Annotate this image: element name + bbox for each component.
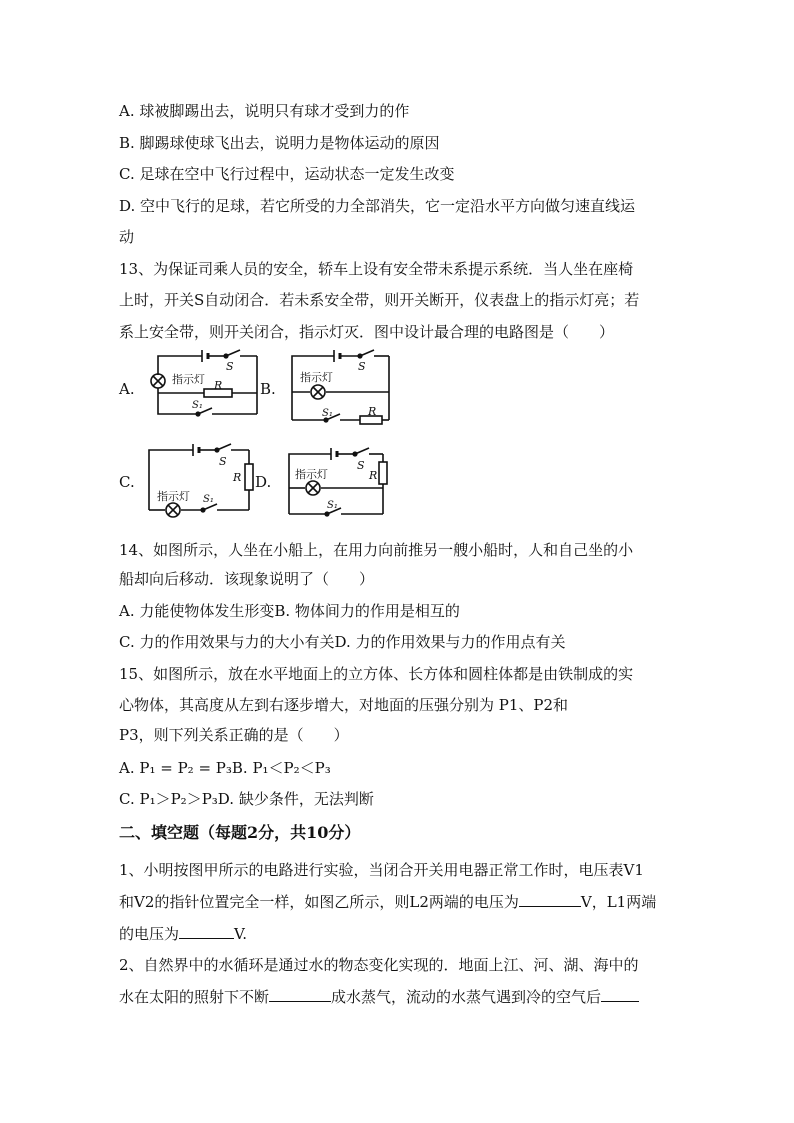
switch-s1-label: S₁: [322, 408, 333, 419]
circuit-c-label: C.: [119, 473, 135, 491]
switch-s1-label: S₁: [327, 500, 338, 511]
switch-s: [226, 350, 240, 356]
fill-q1-text-d: V.: [234, 925, 247, 943]
lamp-label: 指示灯: [157, 490, 190, 503]
q15-stem-line3: P3，则下列关系正确的是（ ）: [119, 726, 349, 744]
circuit-a-label: A.: [119, 380, 135, 398]
q12-option-d: D. 空中飞行的足球，若它所受的力全部消失，它一定沿水平方向做匀速直线运: [119, 197, 636, 215]
answer-blank-evaporate[interactable]: [269, 987, 331, 1002]
q15-stem-line2: 心物体，其高度从左到右逐步增大，对地面的压强分别为 P1、P2和: [119, 696, 569, 714]
fill-q2-text-a: 水在太阳的照射下不断: [119, 988, 270, 1006]
q15-options-cd: C. P₁＞P₂＞P₃D. 缺少条件，无法判断: [119, 790, 374, 808]
fill-q1-text-b: V，L1两端: [580, 893, 657, 911]
circuit-a-diagram: [140, 348, 265, 426]
fill-q1-line3: [119, 924, 247, 944]
q13-stem-line1: 13、为保证司乘人员的安全，轿车上设有安全带未系提示系统．当人坐在座椅: [119, 260, 634, 278]
switch-s-label: S: [357, 459, 365, 472]
q12-option-a: A. 球被脚踢出去，说明只有球才受到力的作: [119, 102, 410, 120]
q12-option-c: C. 足球在空中飞行过程中，运动状态一定发生改变: [119, 165, 455, 183]
section-title: 二、填空题（每题2分，共10分）: [119, 823, 361, 842]
q15-options-ab: A. P₁ = P₂ = P₃B. P₁＜P₂＜P₃: [119, 759, 331, 777]
lamp-label: 指示灯: [172, 373, 205, 386]
switch-s1-label: S₁: [192, 400, 203, 411]
q14-stem-line1: 14、如图所示，人坐在小船上，在用力向前推另一艘小船时，人和自己坐的小: [119, 541, 634, 559]
q15-stem-line1: 15、如图所示，放在水平地面上的立方体、长方体和圆柱体都是由铁制成的实: [119, 665, 634, 683]
q14-options-cd: C. 力的作用效果与力的大小有关D. 力的作用效果与力的作用点有关: [119, 633, 566, 651]
fill-q1-line1: 1、小明按图甲所示的电路进行实验，当闭合开关用电器正常工作时，电压表V1: [119, 861, 644, 879]
circuit-d-label: D.: [255, 473, 272, 491]
answer-blank-l1[interactable]: [179, 924, 234, 939]
answer-blank-condense[interactable]: [601, 987, 639, 1002]
lamp-label: 指示灯: [295, 468, 328, 481]
fill-q2-text-b: 成水蒸气，流动的水蒸气遇到冷的空气后: [331, 988, 602, 1006]
resistor-label: R: [214, 379, 223, 392]
switch-s-label: S: [219, 455, 227, 468]
q14-stem-line2: 船却向后移动．该现象说明了（ ）: [119, 570, 375, 588]
fill-q1-text-a: 和V2的指针位置完全一样，如图乙所示，则L2两端的电压为: [119, 893, 519, 911]
answer-blank-l2[interactable]: [519, 892, 581, 907]
switch-s-label: S: [226, 360, 234, 373]
resistor-label: R: [233, 471, 242, 484]
switch-s-label: S: [358, 360, 366, 373]
resistor-label: R: [369, 469, 378, 482]
fill-q1-line2: [119, 892, 656, 912]
q12-option-d-cont: 动: [119, 228, 135, 246]
resistor-label: R: [368, 405, 377, 418]
q12-option-b: B. 脚踢球使球飞出去，说明力是物体运动的原因: [119, 134, 440, 152]
circuit-b-diagram: [282, 348, 397, 426]
lamp-label: 指示灯: [300, 371, 333, 384]
q13-stem-line2: 上时，开关S自动闭合．若未系安全带，则开关断开，仪表盘上的指示灯亮；若: [119, 291, 640, 309]
q14-options-ab: A. 力能使物体发生形变B. 物体间力的作用是相互的: [119, 602, 460, 620]
circuit-c-diagram: [145, 440, 263, 522]
fill-q2-line2: [119, 987, 639, 1007]
switch-s1-label: S₁: [203, 494, 214, 505]
q13-stem-line3: 系上安全带，则开关闭合，指示灯灭．图中设计最合理的电路图是（ ）: [119, 323, 615, 341]
circuit-b-label: B.: [260, 380, 276, 398]
fill-q2-line1: 2、自然界中的水循环是通过水的物态变化实现的．地面上江、河、湖、海中的: [119, 956, 639, 974]
circuit-d-diagram: [283, 440, 398, 522]
fill-q1-text-c: 的电压为: [119, 925, 180, 943]
